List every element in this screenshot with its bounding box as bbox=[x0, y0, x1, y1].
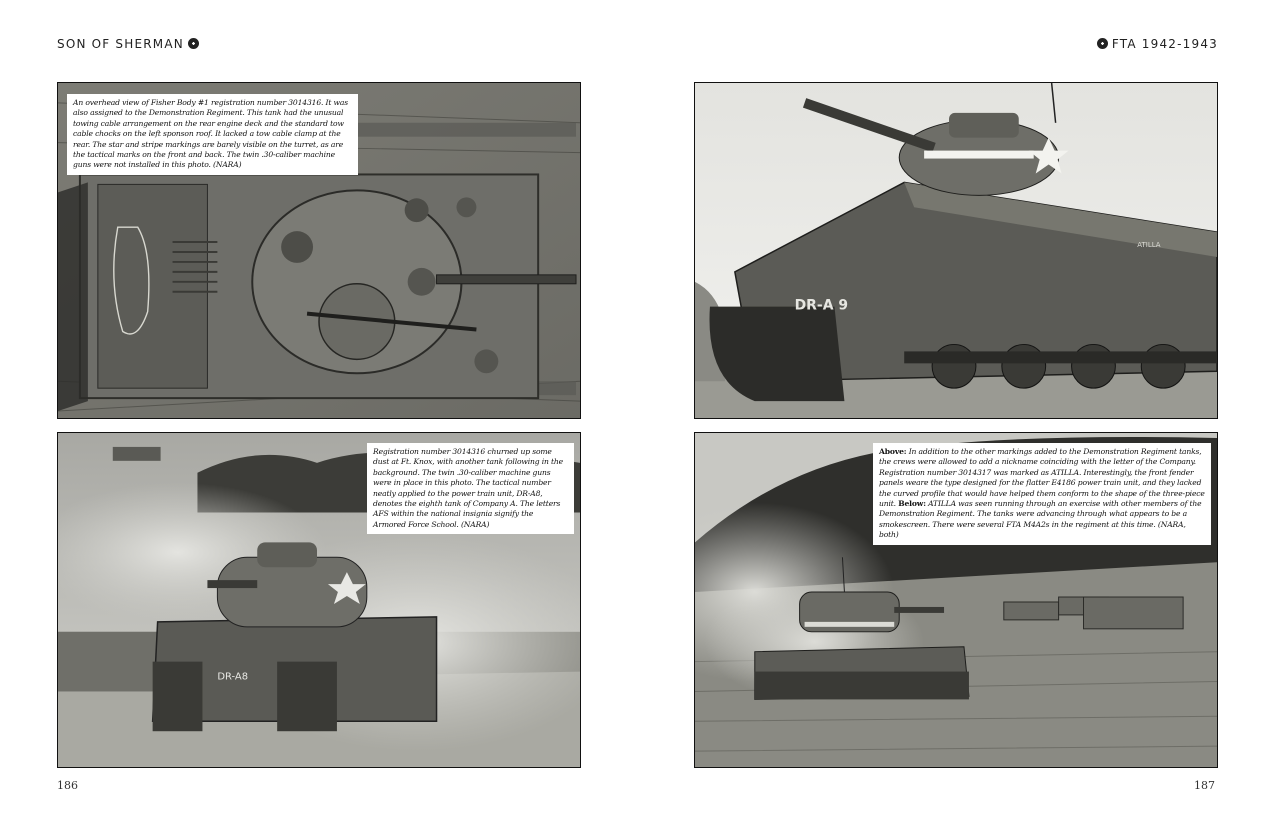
photo-smokescreen bbox=[694, 432, 1218, 768]
tank-marking-dr-a9: DR-A 9 bbox=[794, 297, 849, 314]
atilla-front-image bbox=[695, 83, 1217, 418]
running-header-right bbox=[1093, 37, 1218, 51]
tank-marking-dr-a8: DR-A8 bbox=[217, 671, 249, 683]
caption-overhead-tank: An overhead view of Fisher Body #1 registration number 3014316. It was also assigned to the Demonstration Regiment. This tank had the unusual towing cable arrangement on the rear engine deck and the standard tow cable chocks on the left sponson roof. It lacked a tow cable clamp at the rear. The star and stripe markings are barely visible on the turret, as are the tactical marks on the front and back. The twin .30-caliber machine guns were not installed in this photo. (NARA) bbox=[67, 94, 358, 175]
header-title-right: FTA 1942-1943 bbox=[1111, 37, 1218, 51]
page-number-left: 186 bbox=[57, 779, 78, 792]
header-title-left: SON OF SHERMAN bbox=[57, 37, 184, 51]
header-bullet-icon bbox=[1097, 38, 1108, 49]
caption-text-above: In addition to the other markings added to the Demonstration Regiment tanks, the crews were allowed to add a nickname coinciding with the letter of the Company. Registration number 3014317 was marked as ATILLA. Interestingly, the front fender panels weare the type designed for the flatter E4186 power train unit, and they lacked the curved profile that would have helped them conform to the shape of the three-piece unit. bbox=[879, 447, 1205, 509]
page-number-right: 187 bbox=[1194, 779, 1215, 792]
right-page bbox=[638, 0, 1275, 825]
photo-dust-tank bbox=[57, 432, 581, 768]
caption-atilla bbox=[873, 443, 1211, 545]
tank-marking-atilla: ATILLA bbox=[1137, 241, 1161, 250]
running-header-left bbox=[57, 37, 203, 51]
left-page bbox=[0, 0, 637, 825]
header-bullet-icon bbox=[188, 38, 199, 49]
photo-overhead-tank bbox=[57, 82, 581, 419]
caption-label-above: Above: bbox=[879, 447, 907, 456]
photo-atilla-front bbox=[694, 82, 1218, 419]
caption-text-below: ATILLA was seen running through an exercise with other members of the Demonstration Regiment. The tanks were advancing through what appears to be a smokescreen. There were several FTA M4A2s in the regiment at this time. (NARA, both) bbox=[879, 499, 1202, 540]
caption-dust-tank: Registration number 3014316 churned up some dust at Ft. Knox, with another tank following in the background. The twin .30-caliber machine guns were in place in this photo. The tactical number neatly applied to the power train unit, DR-A8, denotes the eighth tank of Company A. The letters AFS within the national insignia signify the Armored Force School. (NARA) bbox=[367, 443, 574, 534]
caption-label-below: Below: bbox=[898, 499, 926, 509]
